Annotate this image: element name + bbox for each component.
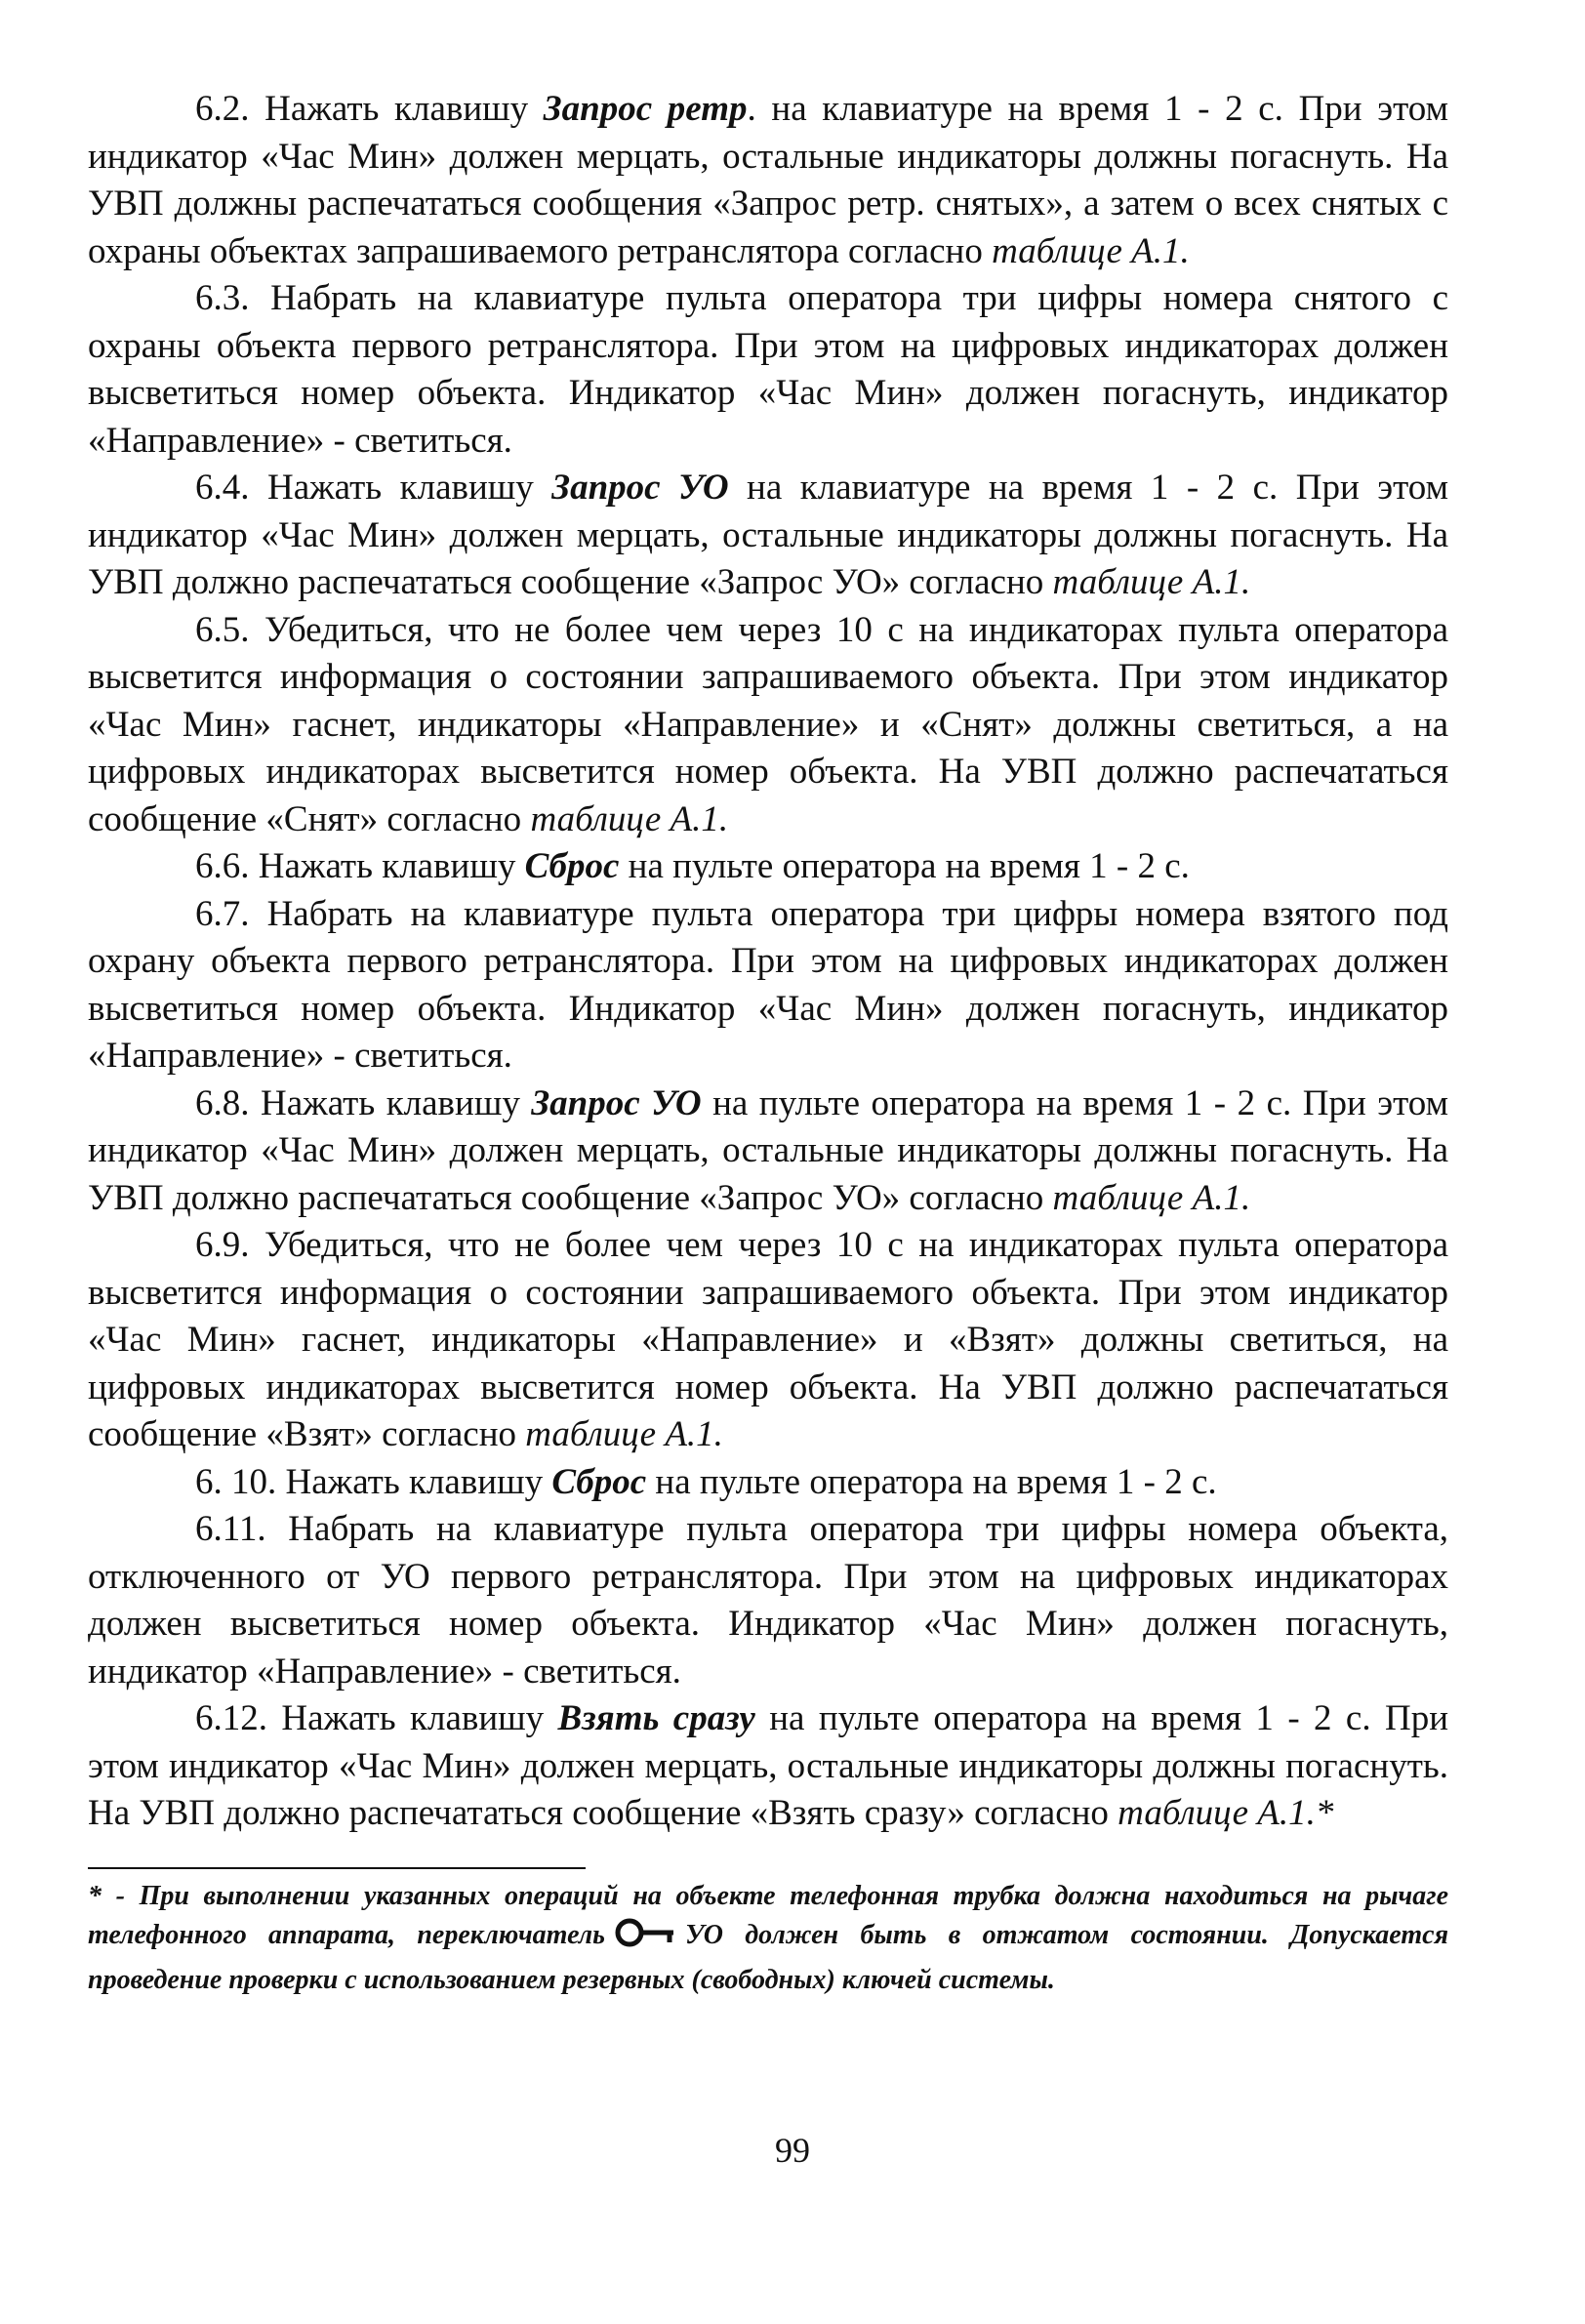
footnote-text-before-icon: * - При выполнении указанных операций на объекте телефонная трубка должна находиться на рычаге телефонного аппарата, переключатель <box>88 1880 1448 1950</box>
paragraph-text: 6.5. Убедиться, что не более чем через 10 с на индикаторах пульта оператора высветится информация о состоянии запрашиваемого объекта. При этом индикатор «Час Мин» гаснет, индикаторы «Направление» и «Снят» должны светиться, а на цифровых индикаторах высветится номер объекта. На УВП должно распечататься сообщение «Снят» согласно <box>88 609 1448 839</box>
paragraph-text: 6.11. Набрать на клавиатуре пульта оператора три цифры номера объекта, отключенного от УО первого ретранслятора. При этом на цифровых индикаторах должен высветиться номер объекта. Индикатор «Час Мин» должен погаснуть, индикатор «Направление» - светиться. <box>88 1509 1448 1692</box>
paragraph-text: 6.3. Набрать на клавиатуре пульта оператора три цифры номера снятого с охраны объекта первого ретранслятора. При этом на цифровых индикаторах должен высветиться номер объекта. Индикатор «Час Мин» должен погаснуть, индикатор «Направление» - светиться. <box>88 278 1448 461</box>
key-icon <box>615 1916 675 1961</box>
footnote <box>88 1877 1448 2000</box>
table-reference: таблице А.1. <box>530 798 729 839</box>
paragraph <box>88 843 1448 891</box>
paragraph <box>88 1506 1448 1695</box>
paragraph <box>88 1695 1448 1838</box>
key-name: Сброс <box>551 1461 647 1502</box>
paragraph <box>88 1222 1448 1459</box>
paragraph-text: на пульте оператора на время 1 - 2 с. <box>646 1461 1217 1502</box>
footnote-text-after-icon: УО должен быть в отжатом состоянии. Допускается проведение проверки с использованием резервных (свободных) ключей системы. <box>88 1919 1448 1995</box>
paragraph-text: 6.2. Нажать клавишу <box>195 89 544 129</box>
paragraph <box>88 1459 1448 1507</box>
key-name: Запрос ретр <box>543 89 748 129</box>
paragraph-text: 6.6. Нажать клавишу <box>195 846 525 886</box>
paragraph <box>88 1080 1448 1223</box>
paragraph-text: на клавиатуре на время 1 - 2 с. При этом индикатор «Час Мин» должен мерцать, остальные индикаторы должны погаснуть. На УВП должно распечататься сообщение «Запрос УО» согласно <box>88 468 1449 602</box>
paragraph-text: . на клавиатуре на время 1 - 2 с. При этом индикатор «Час Мин» должен мерцать, остальные индикаторы должны погаснуть. На УВП должны распечататься сообщения «Запрос ретр. снятых», а затем о всех снятых с охраны объектах запрашиваемого ретранслятора согласно <box>88 89 1449 271</box>
paragraph-text: 6.9. Убедиться, что не более чем через 10 с на индикаторах пульта оператора высветится информация о состоянии запрашиваемого объекта. При этом индикатор «Час Мин» гаснет, индикаторы «Направление» и «Взят» должны светиться, на цифровых индикаторах высветится номер объекта. На УВП должно распечататься сообщение «Взят» согласно <box>88 1225 1448 1454</box>
paragraph <box>88 891 1448 1080</box>
body-text <box>88 86 1448 1838</box>
key-name: Сброс <box>524 846 620 886</box>
key-name: Запрос УО <box>531 1082 702 1123</box>
paragraph-text: 6.12. Нажать клавишу <box>195 1698 558 1738</box>
paragraph <box>88 86 1448 275</box>
key-name: Взять сразу <box>557 1698 755 1738</box>
table-reference: таблице А.1. <box>1052 562 1251 602</box>
paragraph-text: 6. 10. Нажать клавишу <box>195 1461 552 1502</box>
table-reference: таблице А.1. <box>992 230 1190 271</box>
paragraph-text: 6.8. Нажать клавишу <box>195 1082 532 1123</box>
page-number: 99 <box>775 2131 810 2170</box>
paragraph-text: на пульте оператора на время 1 - 2 с. При этом индикатор «Час Мин» должен мерцать, остальные индикаторы должны погаснуть. На УВП должно распечататься сообщение «Запрос УО» согласно <box>88 1082 1449 1218</box>
paragraph-text: на пульте оператора на время 1 - 2 с. При этом индикатор «Час Мин» должен мерцать, остальные индикаторы должны погаснуть. На УВП должно распечататься сообщение «Взять сразу» согласно <box>88 1698 1449 1833</box>
paragraph-text: на пульте оператора на время 1 - 2 с. <box>619 846 1190 886</box>
paragraph <box>88 607 1448 844</box>
paragraph-text: 6.7. Набрать на клавиатуре пульта оператора три цифры номера взятого под охрану объекта первого ретранслятора. При этом на цифровых индикаторах должен высветиться номер объекта. Индикатор «Час Мин» должен погаснуть, индикатор «Направление» - светиться. <box>88 893 1448 1076</box>
footnote-separator <box>88 1867 586 1869</box>
table-reference: таблице А.1. <box>1052 1177 1251 1218</box>
paragraph <box>88 465 1448 607</box>
table-reference: таблице А.1.* <box>1118 1793 1334 1833</box>
table-reference: таблице А.1. <box>525 1414 723 1454</box>
key-name: Запрос УО <box>551 468 729 508</box>
paragraph-text: 6.4. Нажать клавишу <box>195 468 552 508</box>
paragraph <box>88 275 1448 465</box>
